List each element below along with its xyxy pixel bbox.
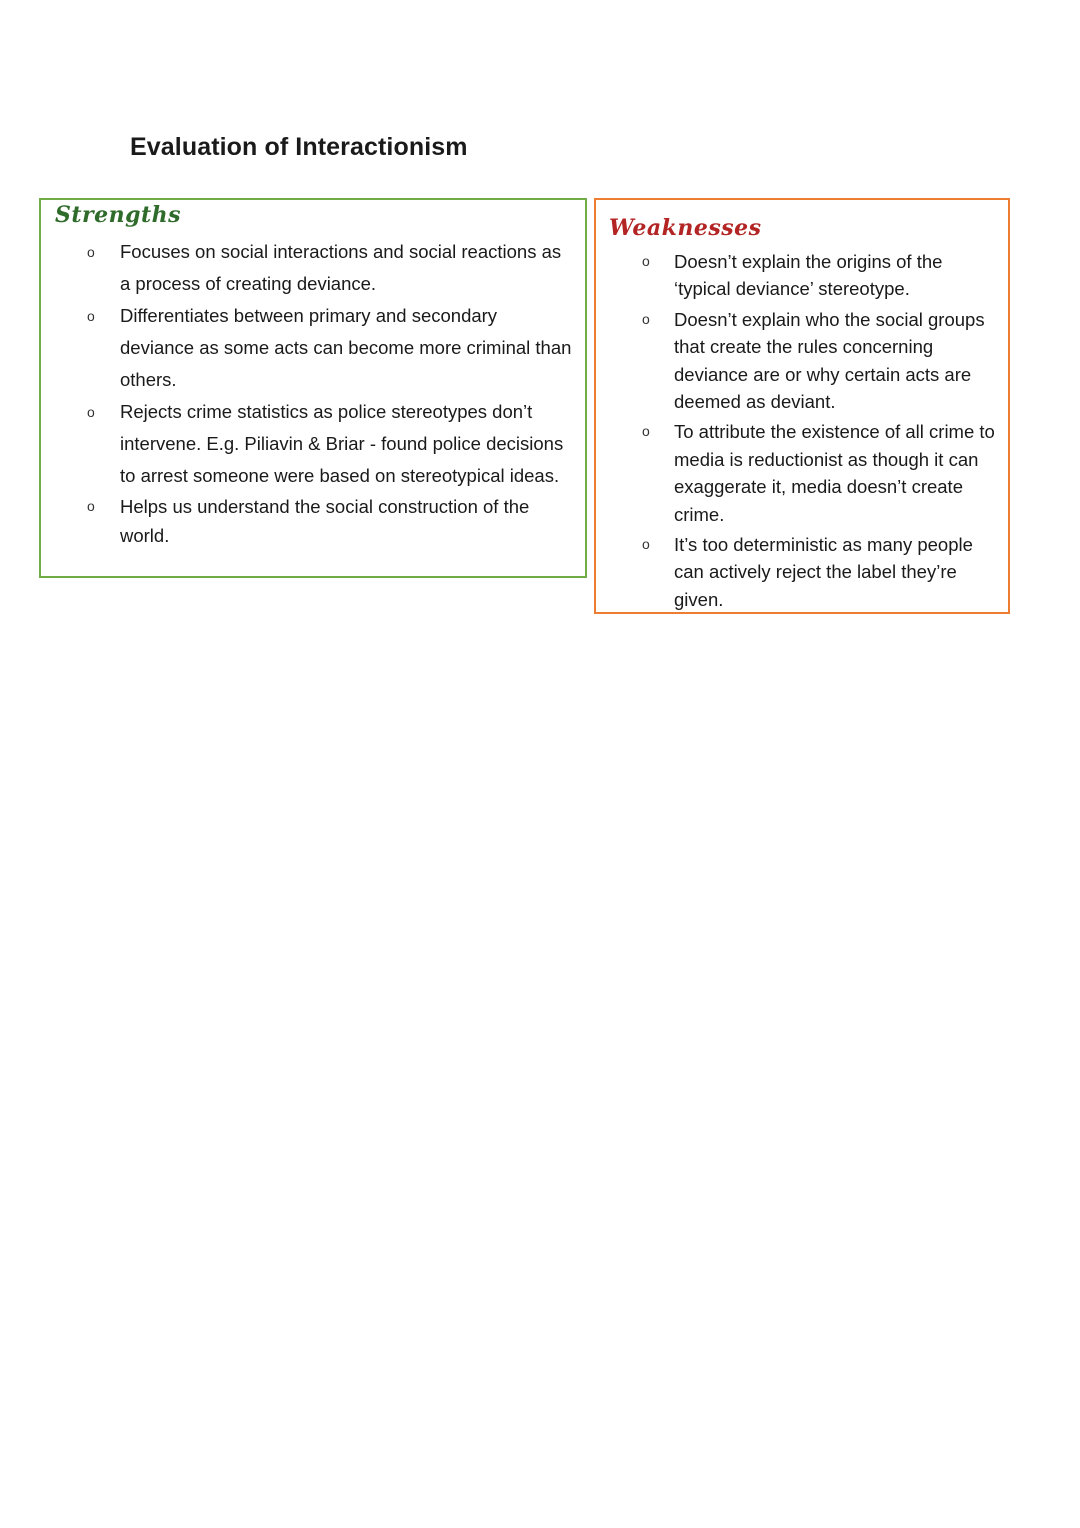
strengths-heading: Strengths	[55, 202, 182, 228]
strength-text: Helps us understand the social construction of the world.	[120, 496, 530, 546]
bullet-icon: o	[87, 244, 95, 260]
bullet-icon: o	[642, 536, 650, 553]
weaknesses-box	[594, 198, 1010, 614]
strength-text: Focuses on social interactions and social reactions as a process of creating deviance.	[120, 241, 562, 294]
strengths-box	[39, 198, 587, 578]
weakness-text: To attribute the existence of all crime to media is reductionist as though it can exaggerate it, media doesn’t create crime.	[674, 421, 995, 525]
weakness-text: Doesn’t explain who the social groups that create the rules concerning deviance are or why certain acts are deemed as deviant.	[674, 308, 985, 413]
weakness-text: Doesn’t explain the origins of the ‘typical deviance’ stereotype.	[674, 251, 943, 300]
strength-item	[41, 236, 585, 300]
strength-item	[41, 300, 585, 396]
bullet-icon: o	[87, 308, 95, 324]
bullet-icon: o	[642, 423, 650, 440]
bullet-icon: o	[87, 404, 95, 420]
strength-item	[41, 492, 585, 550]
bullet-icon: o	[642, 310, 650, 327]
weaknesses-heading: Weaknesses	[609, 215, 762, 241]
strength-text: Differentiates between primary and secondary deviance as some acts can become more criminal than others.	[120, 305, 572, 390]
weakness-item	[596, 248, 1008, 303]
page-title: Evaluation of Interactionism	[130, 133, 468, 161]
weaknesses-list	[596, 248, 1008, 616]
weakness-text: It’s too deterministic as many people can actively reject the label they’re given.	[674, 534, 973, 610]
weakness-item	[596, 418, 1008, 528]
bullet-icon: o	[642, 253, 650, 269]
strengths-list	[41, 236, 585, 550]
strength-text: Rejects crime statistics as police stereotypes don’t intervene. E.g. Piliavin & Briar - found police decisions to arrest someone were based on stereotypical ideas.	[120, 401, 564, 486]
bullet-icon: o	[87, 498, 95, 514]
weakness-item	[596, 531, 1008, 613]
strength-item	[41, 396, 585, 492]
weakness-item	[596, 306, 1008, 416]
